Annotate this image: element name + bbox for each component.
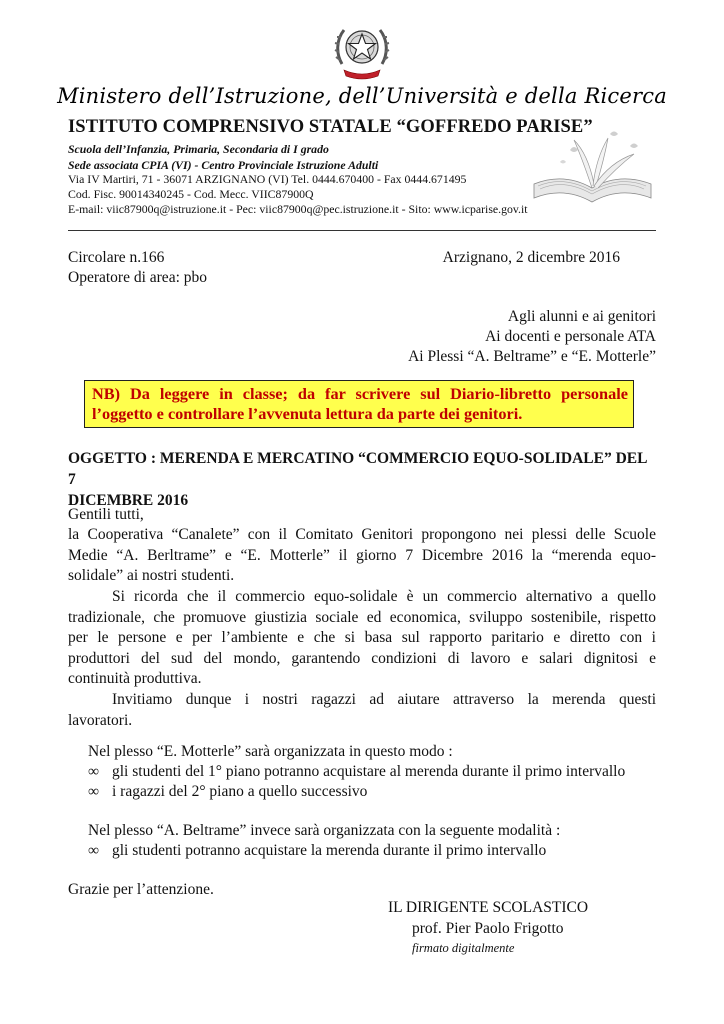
signature-name: prof. Pier Paolo Frigotto bbox=[412, 920, 564, 937]
paragraph-line: Si ricorda che il commercio equo-solidale è un commercio alternativo a quello bbox=[112, 588, 656, 605]
paragraph-line: Invitiamo dunque i nostri ragazzi ad aiutare attraverso la merenda questi bbox=[112, 691, 656, 708]
list-item-text: gli studenti del 1° piano potranno acquistare al merenda durante il primo intervallo bbox=[112, 763, 626, 780]
school-levels: Scuola dell’Infanzia, Primaria, Secondaria di I grado bbox=[68, 142, 329, 156]
note-line-2: l’oggetto e controllare l’avvenuta lettura da parte dei genitori. bbox=[92, 404, 523, 423]
bullet-icon: ∞ bbox=[88, 763, 100, 780]
thanks: Grazie per l’attenzione. bbox=[68, 881, 214, 898]
recipient-3: Ai Plessi “A. Beltrame” e “E. Motterle” bbox=[408, 348, 656, 365]
paragraph-line: Medie “A. Berltrame” e “E. Motterle” il giorno 7 Dicembre 2016 la “merenda equo- bbox=[68, 546, 656, 564]
cpia-line: Sede associata CPIA (VI) - Centro Provinciale Istruzione Adulti bbox=[68, 158, 379, 172]
bullet-icon: ∞ bbox=[88, 783, 100, 800]
paragraph-line: lavoratori. bbox=[68, 711, 133, 729]
list-item-text: i ragazzi del 2° piano a quello successivo bbox=[112, 783, 368, 800]
signature-note: firmato digitalmente bbox=[412, 941, 515, 955]
bullet-icon: ∞ bbox=[88, 842, 100, 859]
greeting: Gentili tutti, bbox=[68, 506, 144, 523]
ministry-title: Ministero dell’Istruzione, dell’Università e della Ricerca bbox=[57, 84, 667, 108]
operator-line: Operatore di area: pbo bbox=[68, 269, 208, 286]
paragraph-2 bbox=[68, 587, 656, 690]
circular-number: Circolare n.166 bbox=[68, 249, 165, 266]
header-divider bbox=[68, 230, 656, 231]
paragraph-line: solidale” ai nostri studenti. bbox=[68, 567, 235, 585]
paragraph-line: la Cooperativa “Canalete” con il Comitato Genitori propongono nei plessi delle Scuole bbox=[68, 526, 656, 543]
recipient-2: Ai docenti e personale ATA bbox=[485, 328, 656, 345]
subject-line-2: DICEMBRE 2016 bbox=[68, 492, 189, 509]
paragraph-3 bbox=[68, 690, 656, 731]
list-item bbox=[88, 762, 625, 782]
signature-role: IL DIRIGENTE SCOLASTICO bbox=[388, 899, 589, 916]
codes-line: Cod. Fisc. 90014340245 - Cod. Mecc. VIIC87900Q bbox=[68, 187, 314, 201]
list-item-text: gli studenti potranno acquistare la merenda durante il primo intervallo bbox=[112, 842, 547, 859]
contacts-line: E-mail: viic87900q@istruzione.it - Pec: viic87900q@pec.istruzione.it - Sito: www.icparise.gov.it bbox=[68, 202, 528, 216]
address-line: Via IV Martiri, 71 - 36071 ARZIGNANO (VI) Tel. 0444.670400 - Fax 0444.671495 bbox=[68, 172, 467, 186]
recipient-1: Agli alunni e ai genitori bbox=[507, 308, 656, 325]
list-item bbox=[88, 841, 546, 861]
republic-emblem-icon bbox=[334, 20, 390, 82]
paragraph-line: produttori del sud del mondo, garantendo condizioni di lavoro e salari dignitosi e bbox=[68, 649, 656, 667]
paragraph-line: tradizionale, che promuove giustizia sociale ed economica, sviluppo sostenibile, rispetto bbox=[68, 608, 656, 626]
list-item bbox=[88, 782, 367, 802]
paragraph-line: per le persone e per l’ambiente e che si basa sul rapporto paritario e diretto con i bbox=[68, 629, 656, 647]
open-book-icon bbox=[530, 128, 655, 210]
motterle-intro: Nel plesso “E. Motterle” sarà organizzata in questo modo : bbox=[88, 743, 453, 760]
subject bbox=[68, 448, 648, 511]
beltrame-intro: Nel plesso “A. Beltrame” invece sarà organizzata con la seguente modalità : bbox=[88, 822, 561, 839]
school-name: ISTITUTO COMPRENSIVO STATALE “GOFFREDO PARISE” bbox=[68, 117, 593, 137]
place-date: Arzignano, 2 dicembre 2016 bbox=[442, 249, 620, 266]
subject-line-1: OGGETTO : MERENDA E MERCATINO “COMMERCIO EQUO-SOLIDALE” DEL 7 bbox=[68, 450, 647, 488]
paragraph-line: continuità produttiva. bbox=[68, 670, 202, 688]
note-text bbox=[92, 384, 628, 424]
paragraph-1 bbox=[68, 525, 656, 587]
note-line-1: NB) Da leggere in classe; da far scrivere sul Diario-libretto personale bbox=[92, 384, 628, 403]
